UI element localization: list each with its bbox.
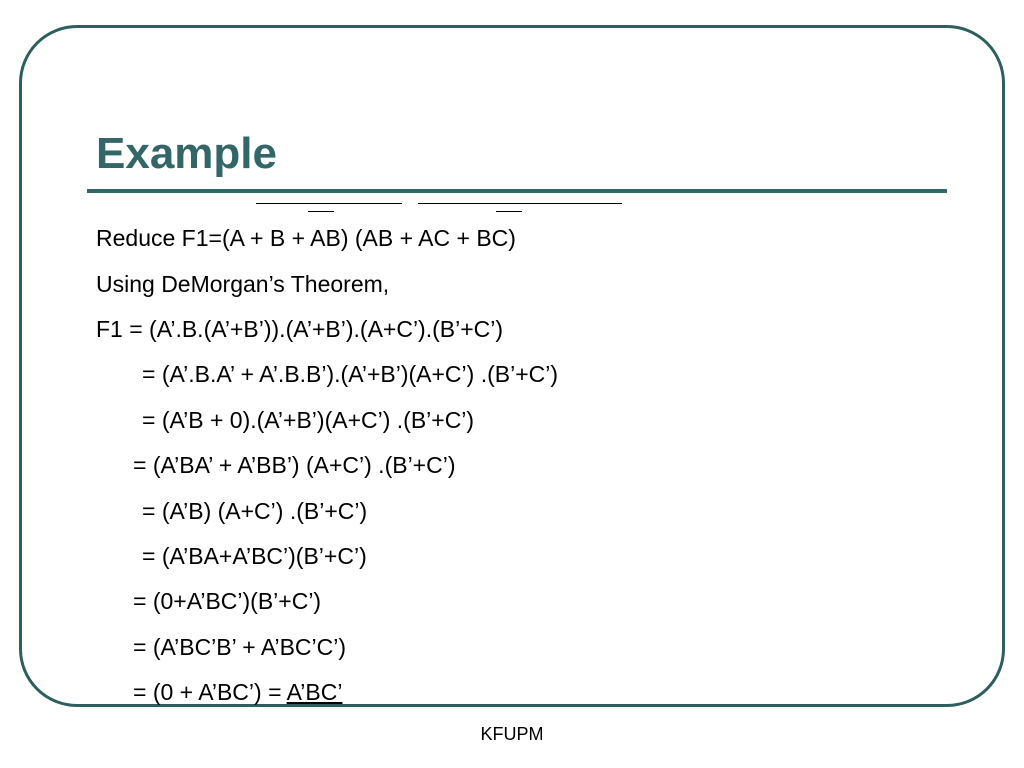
derivation-step-1: F1 = (A’.B.(A’+B’)).(A’+B’).(A+C’).(B’+C’) [96, 316, 504, 342]
problem-statement: Reduce F1=(A + B + AB) (AB + AC + BC) [96, 225, 516, 251]
derivation-step-4: = (A’BA’ + A’BB’) (A+C’) .(B’+C’) [133, 452, 456, 478]
overbar-b [308, 211, 334, 212]
footer-label: KFUPM [480, 724, 544, 744]
derivation-step-6: = (A’BA+A’BC’)(B’+C’) [142, 543, 367, 569]
overbar-first-group [256, 203, 402, 204]
overbar-c [496, 211, 522, 212]
slide-title: Example [96, 129, 277, 178]
derivation-step-7: = (0+A’BC’)(B’+C’) [133, 588, 322, 614]
derivation-step-3: = (A’B + 0).(A’+B’)(A+C’) .(B’+C’) [142, 407, 475, 433]
title-divider [87, 189, 947, 193]
method-statement: Using DeMorgan’s Theorem, [96, 271, 390, 297]
derivation-step-5: = (A’B) (A+C’) .(B’+C’) [142, 498, 368, 524]
derivation-step-2: = (A’.B.A’ + A’.B.B’).(A’+B’)(A+C’) .(B’+C’) [142, 361, 558, 387]
derivation-step-8: = (A’BC’B’ + A’BC’C’) [133, 634, 347, 660]
final-answer: A’BC’ [286, 679, 343, 705]
overbar-second-group [418, 203, 622, 204]
final-step-expression: = (0 + A’BC’) = [133, 679, 287, 705]
derivation-final-step [133, 678, 342, 706]
